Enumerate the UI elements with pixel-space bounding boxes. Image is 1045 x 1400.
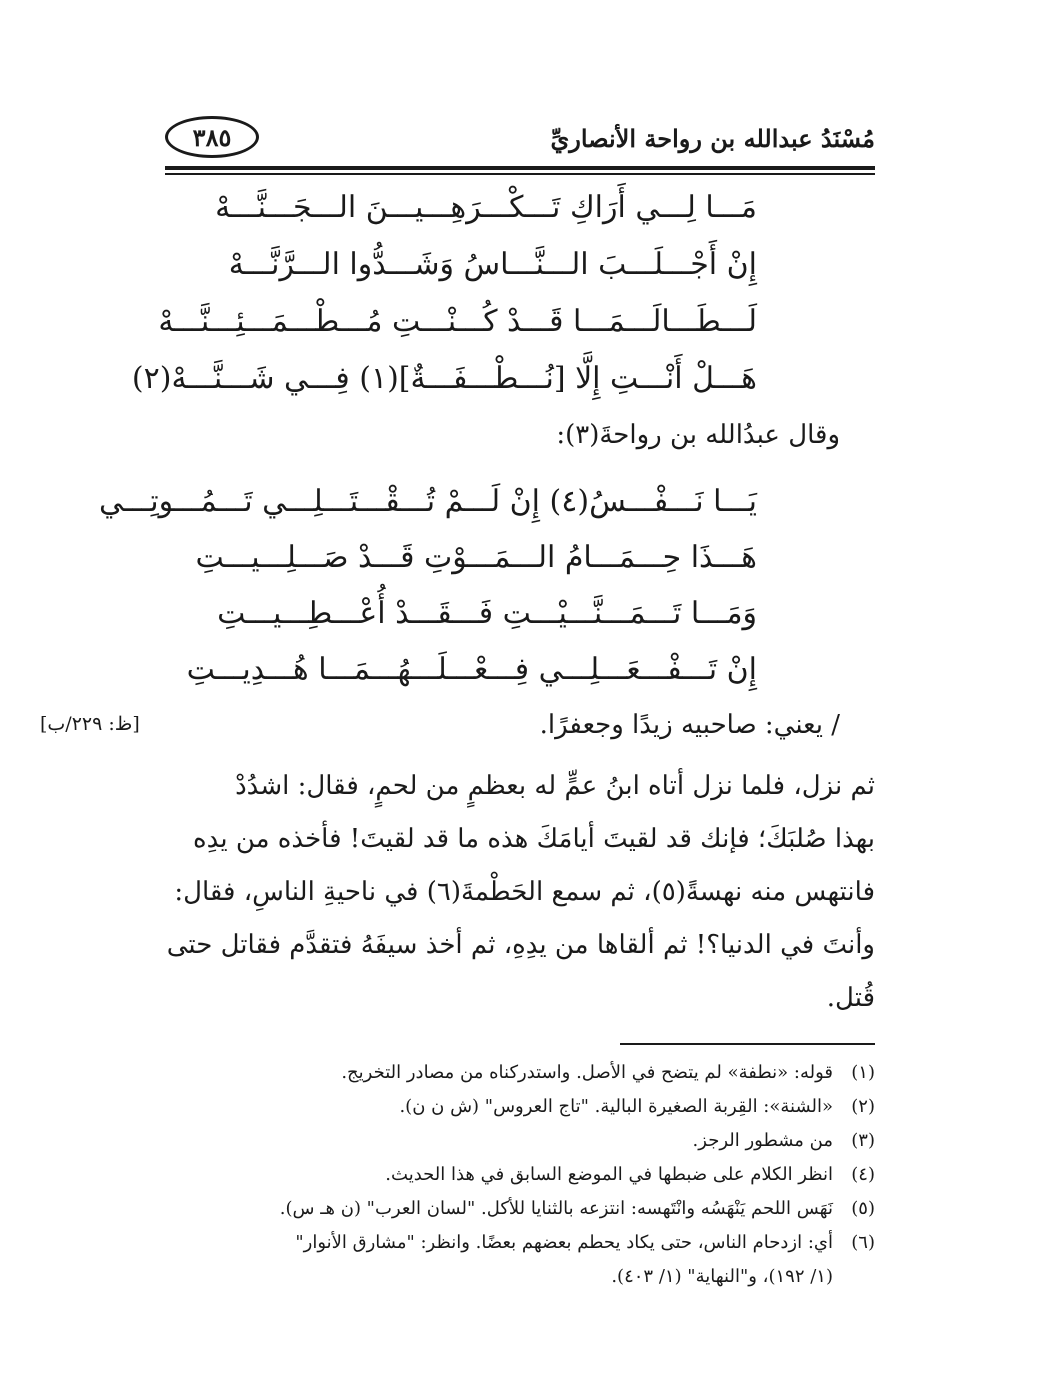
footnote: [165, 1096, 875, 1117]
footnote-text: انظر الكلام على ضبطها في الموضع السابق في هذا الحديث.: [385, 1164, 833, 1185]
prose-line: بهذا صُلبَكَ؛ فإنك قد لقيتَ أيامَكَ هذه ما قد لقيتَ! فأخذه من يدِه: [193, 824, 875, 854]
footnote: [165, 1062, 875, 1083]
header-rule-thin: [165, 173, 875, 175]
footnote-text: من مشطور الرجز.: [692, 1130, 833, 1151]
verse-line: يَـــا نَـــفْـــسُ(٤) إِنْ لَـــمْ تُـــقْـــتَـــلِـــي تَـــمُـــوتِـــي: [98, 484, 757, 519]
manuscript-margin-reference: [ظ: ٢٢٩/ب]: [40, 713, 140, 735]
footnote-text: قوله: «نطفة» لم يتضح في الأصل. واستدركناه من مصادر التخريج.: [341, 1062, 833, 1083]
page-number: ٣٨٥: [165, 116, 259, 158]
footnote-continuation: (١/ ١٩٢)، و"النهاية" (١/ ٤٠٣).: [611, 1266, 833, 1287]
footnote-text: «الشنة»: القِربة الصغيرة البالية. "تاج العروس" (ش ن ن).: [399, 1096, 833, 1117]
page-header: [165, 112, 875, 162]
footnote: [165, 1164, 875, 1185]
footnote-text: نَهَس اللحم يَنْهَسُه وانْتَهسه: انتزعه بالثنايا للأكل. "لسان العرب" (ن هـ س).: [279, 1198, 833, 1219]
verse-line: وَمَـــا تَـــمَـــنَّـــيْـــتِ فَـــقَـــدْ أُعْـــطِـــيـــتِ: [217, 596, 757, 631]
prose-line: قُتل.: [826, 983, 875, 1013]
poem-intro: وقال عبدُالله بن رواحةَ(٣):: [556, 420, 840, 450]
footnote-number: (١): [851, 1062, 875, 1083]
prose-line: وأنتَ في الدنيا؟! ثم ألقاها من يدِهِ، ثم أخذ سيفَهُ فتقدَّم فقاتل حتى: [166, 930, 875, 960]
footnote-number: (٦): [851, 1232, 875, 1253]
verse-line: مَـــا لِـــي أَرَاكِ تَـــكْـــرَهِـــيـــنَ الـــجَـــنَّـــهْ: [215, 190, 757, 225]
footnote-separator: [620, 1043, 875, 1045]
footnote: [165, 1198, 875, 1219]
verse-line: هَـــلْ أَنْـــتِ إِلَّا [نُـــطْـــفَـــةٌ](١) فِـــي شَـــنَّـــهْ(٢): [131, 361, 757, 396]
footnote-number: (٥): [851, 1198, 875, 1219]
verse-line: إِنْ تَـــفْـــعَـــلِـــي فِـــعْـــلَـــهُـــمَـــا هُـــدِيـــتِ: [186, 652, 757, 687]
verse-line: هَـــذَا حِـــمَـــامُ الـــمَـــوْتِ قَـــدْ صَـــلِـــيـــتِ: [195, 540, 757, 575]
footnote-number: (٤): [851, 1164, 875, 1185]
prose-line: ثم نزل، فلما نزل أتاه ابنُ عمٍّ له بعظمٍ من لحمٍ، فقال: اشدُدْ: [235, 771, 875, 801]
prose-line: فانتهس منه نهسةً(٥)، ثم سمع الحَطْمةَ(٦) في ناحيةِ الناسِ، فقال:: [174, 877, 875, 907]
verse-line: لَـــطَـــالَـــمَـــا قَـــدْ كُـــنْـــتِ مُـــطْـــمَـــئِـــنَّـــهْ: [158, 304, 757, 339]
footnote: [165, 1232, 875, 1253]
footnote-number: (٢): [851, 1096, 875, 1117]
header-rule-thick: [165, 166, 875, 170]
verse-line: إِنْ أَجْـــلَـــبَ الـــنَّـــاسُ وَشَـــدُّوا الـــرَّنَّـــهْ: [228, 247, 757, 282]
running-title: مُسْنَدُ عبدالله بن رواحة الأنصاريِّ: [550, 124, 875, 153]
explanatory-note: / يعني: صاحبيه زيدًا وجعفرًا.: [539, 710, 840, 740]
footnote-number: (٣): [851, 1130, 875, 1151]
footnote: [165, 1130, 875, 1151]
footnote-text: أي: ازدحام الناس، حتى يكاد يحطم بعضهم بعضًا. وانظر: "مشارق الأنوار": [295, 1232, 833, 1253]
